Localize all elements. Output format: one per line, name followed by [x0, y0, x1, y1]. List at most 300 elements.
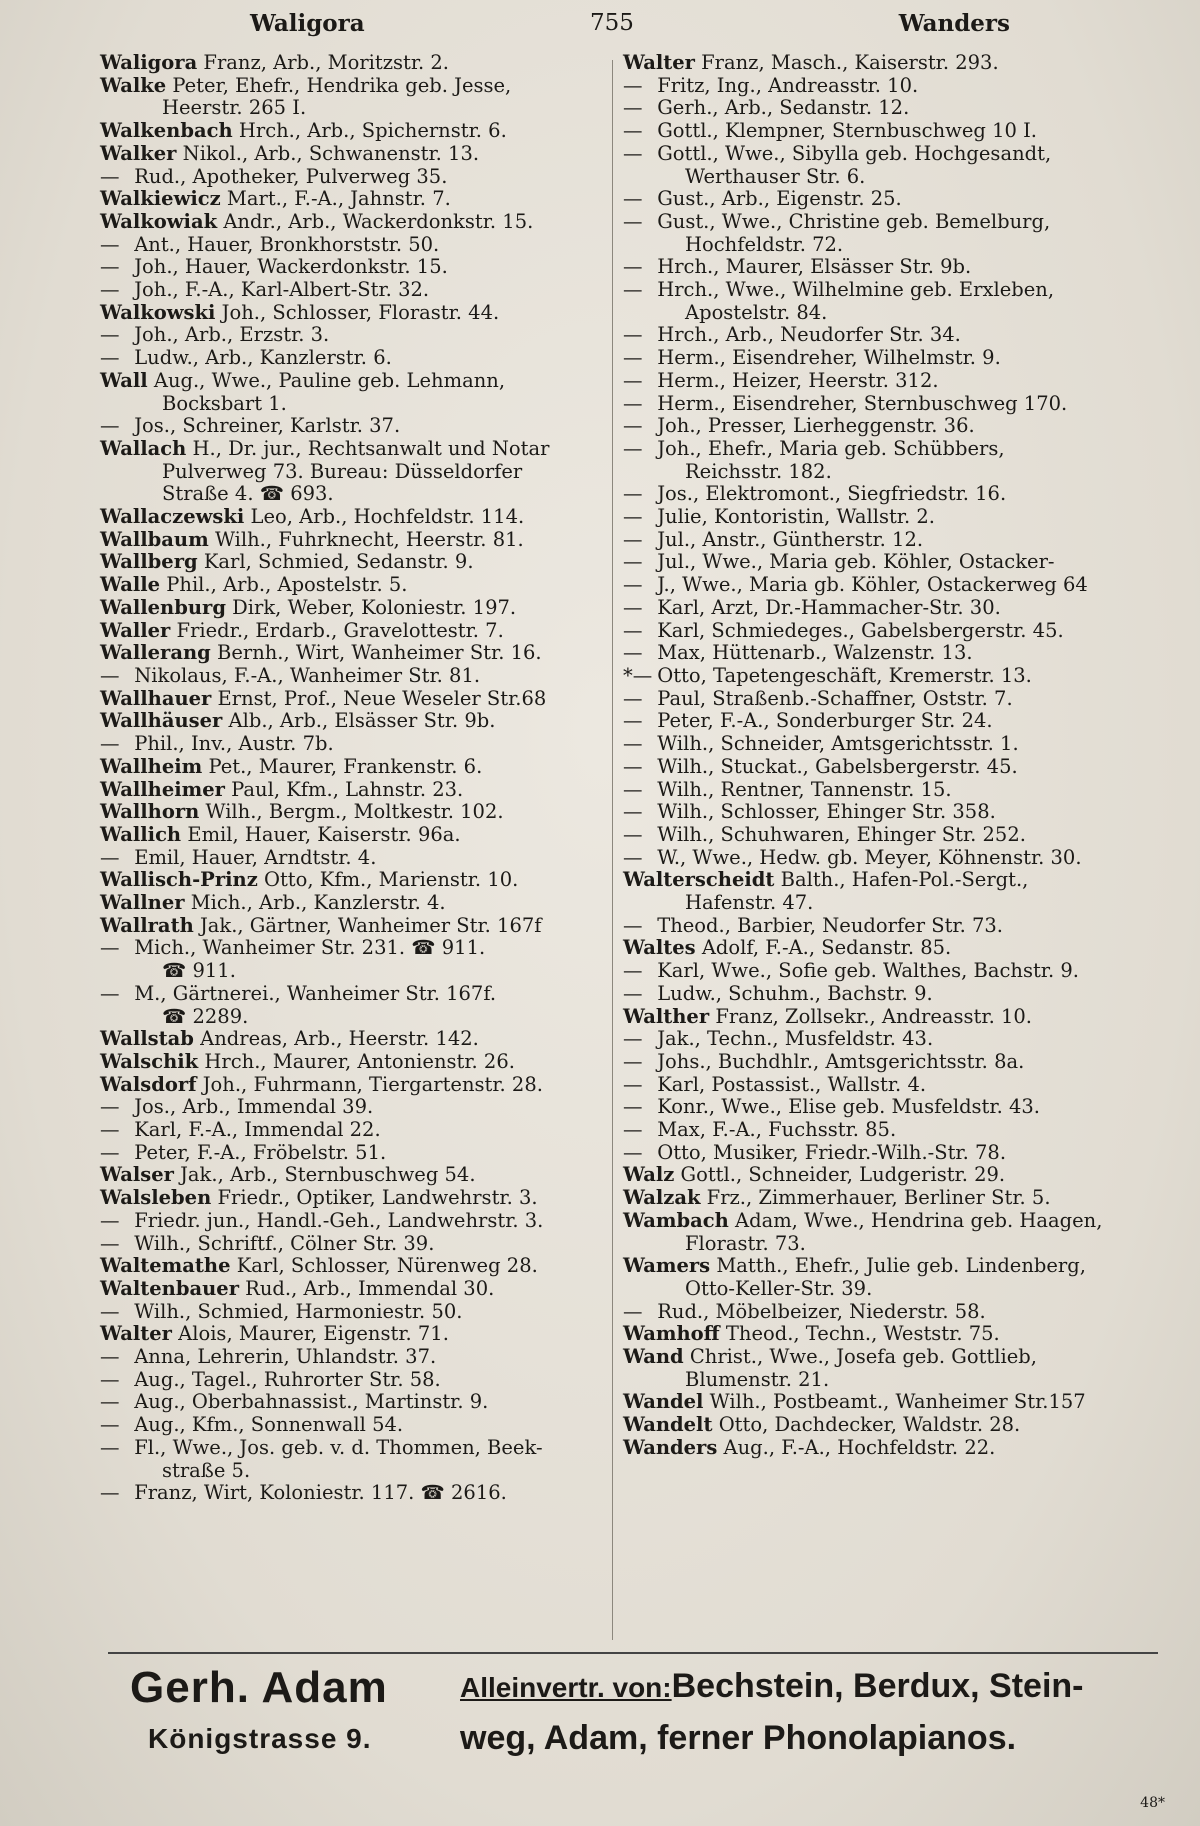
- entry-details: Wilh., Postbeamt., Wanheimer Str.157: [709, 1390, 1086, 1414]
- entry-surname: Wallich: [100, 822, 182, 846]
- entry-details: Hrch., Arb., Spichernstr. 6.: [238, 119, 507, 143]
- directory-entry: [623, 370, 1143, 393]
- entry-details: Rud., Apotheker, Pulverweg 35.: [134, 164, 448, 188]
- entry-details: Peter, Ehefr., Hendrika geb. Jesse,: [172, 73, 512, 97]
- entry-surname: —: [623, 686, 643, 710]
- directory-entry: [100, 1142, 600, 1165]
- entry-surname: —: [100, 845, 120, 869]
- entry-details: Wilh., Schriftf., Cölner Str. 39.: [134, 1231, 435, 1255]
- entry-details: Frz., Zimmerhauer, Berliner Str. 5.: [706, 1186, 1051, 1210]
- entry-surname: Wallenburg: [100, 595, 226, 619]
- directory-entry: [623, 847, 1143, 870]
- entry-surname: —: [623, 1095, 643, 1119]
- entry-surname: —: [100, 1118, 120, 1142]
- entry-surname: Walz: [623, 1163, 675, 1187]
- directory-entry: [623, 1437, 1143, 1460]
- entry-details: Phil., Arb., Apostelstr. 5.: [166, 573, 408, 597]
- directory-entry: [623, 1187, 1143, 1210]
- entry-details: Aug., Oberbahnassist., Martinstr. 9.: [134, 1390, 489, 1414]
- entry-details: Nikolaus, F.-A., Wanheimer Str. 81.: [134, 663, 481, 687]
- directory-entry: [100, 438, 600, 506]
- directory-entry: [623, 211, 1143, 256]
- entry-continuation: Hochfeldstr. 72.: [685, 232, 844, 256]
- entry-surname: —: [623, 278, 643, 302]
- entry-details: Wilh., Bergm., Moltkestr. 102.: [205, 800, 504, 824]
- directory-entry: [100, 370, 600, 415]
- directory-entry: [623, 1301, 1143, 1324]
- entry-surname: —: [100, 936, 120, 960]
- directory-entry: [100, 824, 600, 847]
- entry-details: Phil., Inv., Austr. 7b.: [134, 732, 334, 756]
- entry-surname: Wamhoff: [623, 1322, 720, 1346]
- directory-entry: [100, 256, 600, 279]
- entry-details: Jul., Anstr., Güntherstr. 12.: [657, 527, 924, 551]
- directory-entry: [623, 1391, 1143, 1414]
- entry-surname: Wandelt: [623, 1413, 713, 1437]
- directory-entry: [623, 1119, 1143, 1142]
- entry-details: Aug., Kfm., Sonnenwall 54.: [134, 1413, 404, 1437]
- directory-entry: [100, 779, 600, 802]
- entry-details: Emil, Hauer, Kaiserstr. 96a.: [187, 822, 461, 846]
- directory-entry: [623, 869, 1143, 914]
- entry-details: Konr., Wwe., Elise geb. Musfeldstr. 43.: [657, 1095, 1040, 1119]
- entry-details: Wilh., Schlosser, Ehinger Str. 358.: [657, 800, 996, 824]
- directory-entry: [100, 1233, 600, 1256]
- entry-surname: —: [100, 1435, 120, 1459]
- entry-continuation: ☎ 911.: [162, 959, 236, 983]
- entry-surname: Walzak: [623, 1186, 701, 1210]
- entry-surname: Wallbaum: [100, 527, 209, 551]
- directory-entry: [100, 642, 600, 665]
- column-divider: [612, 60, 613, 1640]
- directory-entry: [623, 824, 1143, 847]
- entry-details: Adolf, F.-A., Sedanstr. 85.: [701, 936, 952, 960]
- entry-details: Otto, Kfm., Marienstr. 10.: [263, 868, 519, 892]
- entry-details: Gerh., Arb., Sedanstr. 12.: [657, 96, 910, 120]
- entry-continuation: Apostelstr. 84.: [685, 300, 828, 324]
- entry-details: Dirk, Weber, Koloniestr. 197.: [232, 595, 517, 619]
- entry-surname: —: [623, 595, 643, 619]
- entry-details: Anna, Lehrerin, Uhlandstr. 37.: [134, 1345, 437, 1369]
- entry-surname: —: [623, 368, 643, 392]
- directory-entry: [623, 1346, 1143, 1391]
- page-number: 755: [590, 10, 634, 36]
- directory-entry: [623, 1414, 1143, 1437]
- right-column: [623, 52, 1143, 1460]
- entry-surname: —: [100, 232, 120, 256]
- ad-company-name: Gerh. Adam: [130, 1663, 388, 1712]
- entry-surname: Wallner: [100, 891, 185, 915]
- entry-continuation: Reichsstr. 182.: [685, 459, 832, 483]
- entry-surname: Wamers: [623, 1254, 711, 1278]
- entry-surname: Wallisch-Prinz: [100, 868, 258, 892]
- entry-details: Gottl., Schneider, Ludgeristr. 29.: [680, 1163, 1006, 1187]
- entry-surname: Walsdorf: [100, 1072, 197, 1096]
- entry-surname: Walkowski: [100, 300, 216, 324]
- directory-entry: [100, 937, 600, 982]
- ad-line-2: weg, Adam, ferner Phonolapianos.: [460, 1719, 1017, 1757]
- entry-surname: —: [100, 1413, 120, 1437]
- entry-surname: Walterscheidt: [623, 868, 775, 892]
- entry-surname: —: [100, 346, 120, 370]
- entry-surname: Walkenbach: [100, 119, 233, 143]
- entry-details: Hrch., Wwe., Wilhelmine geb. Erxleben,: [657, 278, 1055, 302]
- entry-details: Joh., Hauer, Wackerdonkstr. 15.: [134, 255, 448, 279]
- directory-entry: [623, 188, 1143, 211]
- entry-details: Christ., Wwe., Josefa geb. Gottlieb,: [689, 1345, 1037, 1369]
- directory-entry: [623, 960, 1143, 983]
- entry-continuation: Werthauser Str. 6.: [685, 164, 866, 188]
- entry-surname: —: [623, 800, 643, 824]
- entry-surname: —: [623, 505, 643, 529]
- entry-details: Peter, F.-A., Fröbelstr. 51.: [134, 1140, 387, 1164]
- entry-details: Andreas, Arb., Heerstr. 142.: [200, 1027, 479, 1051]
- entry-details: Rud., Möbelbeizer, Niederstr. 58.: [657, 1299, 986, 1323]
- entry-surname: —: [100, 164, 120, 188]
- entry-surname: —: [623, 73, 643, 97]
- entry-surname: —: [623, 1299, 643, 1323]
- entry-details: Wilh., Fuhrknecht, Heerstr. 81.: [214, 527, 524, 551]
- entry-details: Ant., Hauer, Bronkhorststr. 50.: [134, 232, 440, 256]
- directory-entry: [100, 847, 600, 870]
- entry-continuation: Otto-Keller-Str. 39.: [685, 1276, 873, 1300]
- directory-entry: [100, 234, 600, 257]
- entry-details: Jos., Schreiner, Karlstr. 37.: [134, 414, 401, 438]
- entry-surname: Walle: [100, 573, 161, 597]
- entry-continuation: Heerstr. 265 I.: [162, 96, 307, 120]
- entry-surname: —: [623, 482, 643, 506]
- entry-details: Ludw., Arb., Kanzlerstr. 6.: [134, 346, 392, 370]
- entry-surname: —: [623, 754, 643, 778]
- entry-details: Jak., Techn., Musfeldstr. 43.: [657, 1027, 934, 1051]
- directory-entry: [623, 1096, 1143, 1119]
- directory-entry: [100, 551, 600, 574]
- entry-details: Jak., Gärtner, Wanheimer Str. 167f: [199, 913, 542, 937]
- directory-entry: [100, 166, 600, 189]
- directory-entry: [100, 869, 600, 892]
- entry-details: Alb., Arb., Elsässer Str. 9b.: [228, 709, 496, 733]
- entry-details: Otto, Dachdecker, Waldstr. 28.: [718, 1413, 1021, 1437]
- entry-details: Balth., Hafen-Pol.-Sergt.,: [780, 868, 1029, 892]
- directory-entry: [100, 75, 600, 120]
- entry-surname: —: [100, 663, 120, 687]
- entry-surname: —: [623, 1049, 643, 1073]
- entry-details: Herm., Eisendreher, Sternbuschweg 170.: [657, 391, 1068, 415]
- entry-details: H., Dr. jur., Rechtsanwalt und Notar: [192, 436, 550, 460]
- directory-entry: [100, 302, 600, 325]
- entry-surname: Wallstab: [100, 1027, 194, 1051]
- directory-entry: [623, 620, 1143, 643]
- entry-surname: Wallhäuser: [100, 709, 223, 733]
- entry-surname: Walkowiak: [100, 209, 218, 233]
- entry-details: Otto, Musiker, Friedr.-Wilh.-Str. 78.: [657, 1140, 1007, 1164]
- directory-entry: [623, 324, 1143, 347]
- entry-surname: —: [623, 981, 643, 1005]
- directory-entry: [623, 733, 1143, 756]
- entry-details: Hrch., Maurer, Antonienstr. 26.: [204, 1049, 515, 1073]
- directory-entry: [100, 1278, 600, 1301]
- directory-entry: [100, 347, 600, 370]
- entry-surname: —: [623, 209, 643, 233]
- entry-continuation: Bocksbart 1.: [162, 391, 287, 415]
- directory-entry: [100, 1255, 600, 1278]
- entry-details: Matth., Ehefr., Julie geb. Lindenberg,: [716, 1254, 1086, 1278]
- entry-details: Joh., Arb., Erzstr. 3.: [134, 323, 330, 347]
- directory-entry: [100, 188, 600, 211]
- directory-entry: [623, 438, 1143, 483]
- directory-entry: [100, 665, 600, 688]
- entry-surname: Waltemathe: [100, 1254, 231, 1278]
- directory-entry: [100, 756, 600, 779]
- entry-details: Herm., Eisendreher, Wilhelmstr. 9.: [657, 346, 1001, 370]
- entry-details: Pet., Maurer, Frankenstr. 6.: [208, 754, 483, 778]
- entry-surname: Walke: [100, 73, 167, 97]
- directory-entry: [100, 620, 600, 643]
- directory-entry: [623, 483, 1143, 506]
- entry-surname: Wallhorn: [100, 800, 200, 824]
- entry-continuation: straße 5.: [162, 1458, 251, 1482]
- entry-continuation: Florastr. 73.: [685, 1231, 806, 1255]
- entry-surname: Wallrath: [100, 913, 194, 937]
- directory-entry: [623, 937, 1143, 960]
- entry-details: Joh., Presser, Lierheggenstr. 36.: [657, 414, 975, 438]
- directory-entry: [623, 983, 1143, 1006]
- directory-entry: [100, 1074, 600, 1097]
- directory-entry: [100, 801, 600, 824]
- entry-surname: Waltes: [623, 936, 696, 960]
- entry-surname: —: [623, 255, 643, 279]
- entry-surname: —: [623, 1140, 643, 1164]
- entry-details: Joh., Schlosser, Florastr. 44.: [221, 300, 500, 324]
- directory-entry: [623, 256, 1143, 279]
- entry-details: Max, F.-A., Fuchsstr. 85.: [657, 1118, 897, 1142]
- directory-entry: [623, 1074, 1143, 1097]
- directory-entry: [623, 1323, 1143, 1346]
- directory-entry: [100, 688, 600, 711]
- entry-details: Gottl., Klempner, Sternbuschweg 10 I.: [657, 119, 1037, 143]
- entry-surname: Walschik: [100, 1049, 199, 1073]
- directory-entry: [623, 1051, 1143, 1074]
- entry-details: Paul, Kfm., Lahnstr. 23.: [231, 777, 464, 801]
- directory-entry: [100, 1482, 600, 1505]
- entry-surname: —: [623, 414, 643, 438]
- entry-details: Theod., Techn., Weststr. 75.: [725, 1322, 1000, 1346]
- left-column: [100, 52, 600, 1505]
- entry-surname: Wandel: [623, 1390, 704, 1414]
- directory-entry: [100, 1369, 600, 1392]
- ad-brands: Bechstein, Berdux, Stein-: [671, 1667, 1084, 1705]
- entry-details: Karl, Schmiedeges., Gabelsbergerstr. 45.: [657, 618, 1064, 642]
- entry-details: Gust., Wwe., Christine geb. Bemelburg,: [657, 209, 1051, 233]
- directory-entry: [623, 1255, 1143, 1300]
- entry-surname: —: [623, 913, 643, 937]
- directory-entry: [100, 211, 600, 234]
- entry-details: Friedr., Optiker, Landwehrstr. 3.: [217, 1186, 538, 1210]
- entry-surname: —: [623, 550, 643, 574]
- entry-surname: Wallhauer: [100, 686, 212, 710]
- entry-surname: —: [623, 436, 643, 460]
- entry-surname: —: [623, 732, 643, 756]
- entry-details: M., Gärtnerei., Wanheimer Str. 167f.: [134, 981, 497, 1005]
- ad-prefix: Alleinvertr. von:: [460, 1672, 672, 1703]
- entry-surname: —: [100, 981, 120, 1005]
- entry-details: Karl, Postassist., Wallstr. 4.: [657, 1072, 927, 1096]
- entry-surname: —: [100, 1095, 120, 1119]
- entry-surname: Waligora: [100, 51, 198, 74]
- entry-details: Franz, Arb., Moritzstr. 2.: [203, 51, 450, 74]
- entry-surname: —: [623, 96, 643, 120]
- directory-entry: [623, 347, 1143, 370]
- entry-details: Jos., Elektromont., Siegfriedstr. 16.: [657, 482, 1007, 506]
- directory-entry: [623, 710, 1143, 733]
- entry-details: Wilh., Schuhwaren, Ehinger Str. 252.: [657, 822, 1026, 846]
- directory-entry: [623, 597, 1143, 620]
- entry-details: Leo, Arb., Hochfeldstr. 114.: [250, 505, 525, 529]
- entry-continuation: ☎ 2289.: [162, 1004, 249, 1028]
- entry-details: Wilh., Stuckat., Gabelsbergerstr. 45.: [657, 754, 1018, 778]
- entry-details: Aug., F.-A., Hochfeldstr. 22.: [723, 1435, 996, 1459]
- directory-entry: [100, 710, 600, 733]
- entry-surname: Wallberg: [100, 550, 198, 574]
- entry-surname: Waller: [100, 618, 171, 642]
- entry-surname: —: [100, 323, 120, 347]
- entry-surname: —: [623, 1027, 643, 1051]
- directory-entry: [623, 688, 1143, 711]
- entry-surname: —: [100, 1345, 120, 1369]
- entry-surname: —: [623, 845, 643, 869]
- entry-surname: Wallach: [100, 436, 187, 460]
- entry-details: Franz, Masch., Kaiserstr. 293.: [701, 51, 999, 74]
- directory-entry: [623, 665, 1143, 688]
- entry-details: Ernst, Prof., Neue Weseler Str.68: [217, 686, 547, 710]
- directory-entry: [100, 574, 600, 597]
- entry-details: Joh., Ehefr., Maria geb. Schübbers,: [657, 436, 1005, 460]
- directory-entry: [623, 642, 1143, 665]
- entry-details: Ludw., Schuhm., Bachstr. 9.: [657, 981, 933, 1005]
- entry-details: Hrch., Arb., Neudorfer Str. 34.: [657, 323, 961, 347]
- entry-details: Theod., Barbier, Neudorfer Str. 73.: [657, 913, 1004, 937]
- entry-details: Fritz, Ing., Andreasstr. 10.: [657, 73, 919, 97]
- directory-entry: [100, 279, 600, 302]
- entry-details: Wilh., Rentner, Tannenstr. 15.: [657, 777, 952, 801]
- entry-surname: —: [623, 323, 643, 347]
- entry-details: W., Wwe., Hedw. gb. Meyer, Köhnenstr. 30.: [657, 845, 1082, 869]
- entry-details: Franz, Zollsekr., Andreasstr. 10.: [715, 1004, 1032, 1028]
- entry-surname: —: [100, 732, 120, 756]
- entry-surname: —: [100, 1390, 120, 1414]
- directory-entry: [623, 1028, 1143, 1051]
- entry-details: Karl, Schmied, Sedanstr. 9.: [203, 550, 474, 574]
- entry-details: Julie, Kontoristin, Wallstr. 2.: [657, 505, 935, 529]
- directory-entry: [100, 1028, 600, 1051]
- advertisement: [120, 1655, 1140, 1765]
- directory-entry: [100, 1323, 600, 1346]
- directory-entry: [623, 1210, 1143, 1255]
- directory-entry: [623, 801, 1143, 824]
- entry-continuation: Straße 4. ☎ 693.: [162, 482, 334, 506]
- entry-surname: Wallaczewski: [100, 505, 245, 529]
- header-right-keyword: Wanders: [898, 10, 1010, 37]
- directory-entry: [623, 415, 1143, 438]
- directory-entry: [100, 415, 600, 438]
- entry-surname: —: [623, 709, 643, 733]
- entry-surname: —: [623, 618, 643, 642]
- entry-surname: —: [623, 777, 643, 801]
- directory-entry: [100, 1187, 600, 1210]
- directory-entry: [623, 574, 1143, 597]
- entry-surname: —: [100, 1140, 120, 1164]
- entry-surname: —: [623, 527, 643, 551]
- entry-surname: —: [623, 641, 643, 665]
- entry-surname: Wambach: [623, 1208, 729, 1232]
- directory-entry: [623, 120, 1143, 143]
- entry-details: Mart., F.-A., Jahnstr. 7.: [226, 187, 451, 211]
- entry-details: Peter, F.-A., Sonderburger Str. 24.: [657, 709, 993, 733]
- entry-surname: —: [100, 1231, 120, 1255]
- header-left-keyword: Waligora: [250, 10, 365, 37]
- directory-entry: [100, 120, 600, 143]
- directory-entry: [100, 1391, 600, 1414]
- directory-entry: [100, 983, 600, 1028]
- directory-entry: [100, 597, 600, 620]
- entry-surname: —: [100, 414, 120, 438]
- directory-entry: [623, 551, 1143, 574]
- entry-surname: —: [623, 573, 643, 597]
- directory-entry: [100, 1346, 600, 1369]
- entry-details: Joh., F.-A., Karl-Albert-Str. 32.: [134, 278, 430, 302]
- entry-surname: —: [623, 346, 643, 370]
- entry-details: Gust., Arb., Eigenstr. 25.: [657, 187, 902, 211]
- directory-entry: [623, 75, 1143, 98]
- directory-entry: [623, 756, 1143, 779]
- entry-details: Johs., Buchdhlr., Amtsgerichtsstr. 8a.: [657, 1049, 1025, 1073]
- entry-details: Joh., Fuhrmann, Tiergartenstr. 28.: [202, 1072, 543, 1096]
- entry-surname: Walter: [100, 1322, 172, 1346]
- entry-surname: —: [623, 391, 643, 415]
- entry-surname: —: [623, 141, 643, 165]
- entry-details: Emil, Hauer, Arndtstr. 4.: [134, 845, 377, 869]
- entry-details: Aug., Wwe., Pauline geb. Lehmann,: [153, 368, 506, 392]
- directory-entry: [623, 506, 1143, 529]
- entry-details: Bernh., Wirt, Wanheimer Str. 16.: [217, 641, 542, 665]
- entry-details: J., Wwe., Maria gb. Köhler, Ostackerweg 64: [657, 573, 1088, 597]
- directory-entry: [623, 1006, 1143, 1029]
- entry-surname: Waltenbauer: [100, 1276, 239, 1300]
- directory-entry: [100, 733, 600, 756]
- entry-surname: Walsleben: [100, 1186, 212, 1210]
- directory-entry: [623, 52, 1143, 75]
- directory-entry: [100, 1119, 600, 1142]
- entry-details: Jos., Arb., Immendal 39.: [134, 1095, 374, 1119]
- entry-surname: *—: [623, 663, 653, 687]
- entry-details: Franz, Wirt, Koloniestr. 117. ☎ 2616.: [134, 1481, 507, 1505]
- directory-entry: [623, 1142, 1143, 1165]
- directory-entry: [100, 915, 600, 938]
- directory-entry: [100, 506, 600, 529]
- directory-entry: [623, 97, 1143, 120]
- entry-details: Herm., Heizer, Heerstr. 312.: [657, 368, 939, 392]
- directory-entry: [623, 915, 1143, 938]
- entry-details: Adam, Wwe., Hendrina geb. Haagen,: [735, 1208, 1103, 1232]
- entry-details: Karl, Schlosser, Nürenweg 28.: [236, 1254, 538, 1278]
- entry-details: Friedr. jun., Handl.-Geh., Landwehrstr. 3.: [134, 1208, 544, 1232]
- entry-details: Nikol., Arb., Schwanenstr. 13.: [182, 141, 480, 165]
- entry-details: Wilh., Schmied, Harmoniestr. 50.: [134, 1299, 463, 1323]
- entry-surname: —: [623, 187, 643, 211]
- entry-details: Karl, F.-A., Immendal 22.: [134, 1118, 381, 1142]
- entry-details: Otto, Tapetengeschäft, Kremerstr. 13.: [657, 663, 1032, 687]
- entry-details: Aug., Tagel., Ruhrorter Str. 58.: [134, 1367, 441, 1391]
